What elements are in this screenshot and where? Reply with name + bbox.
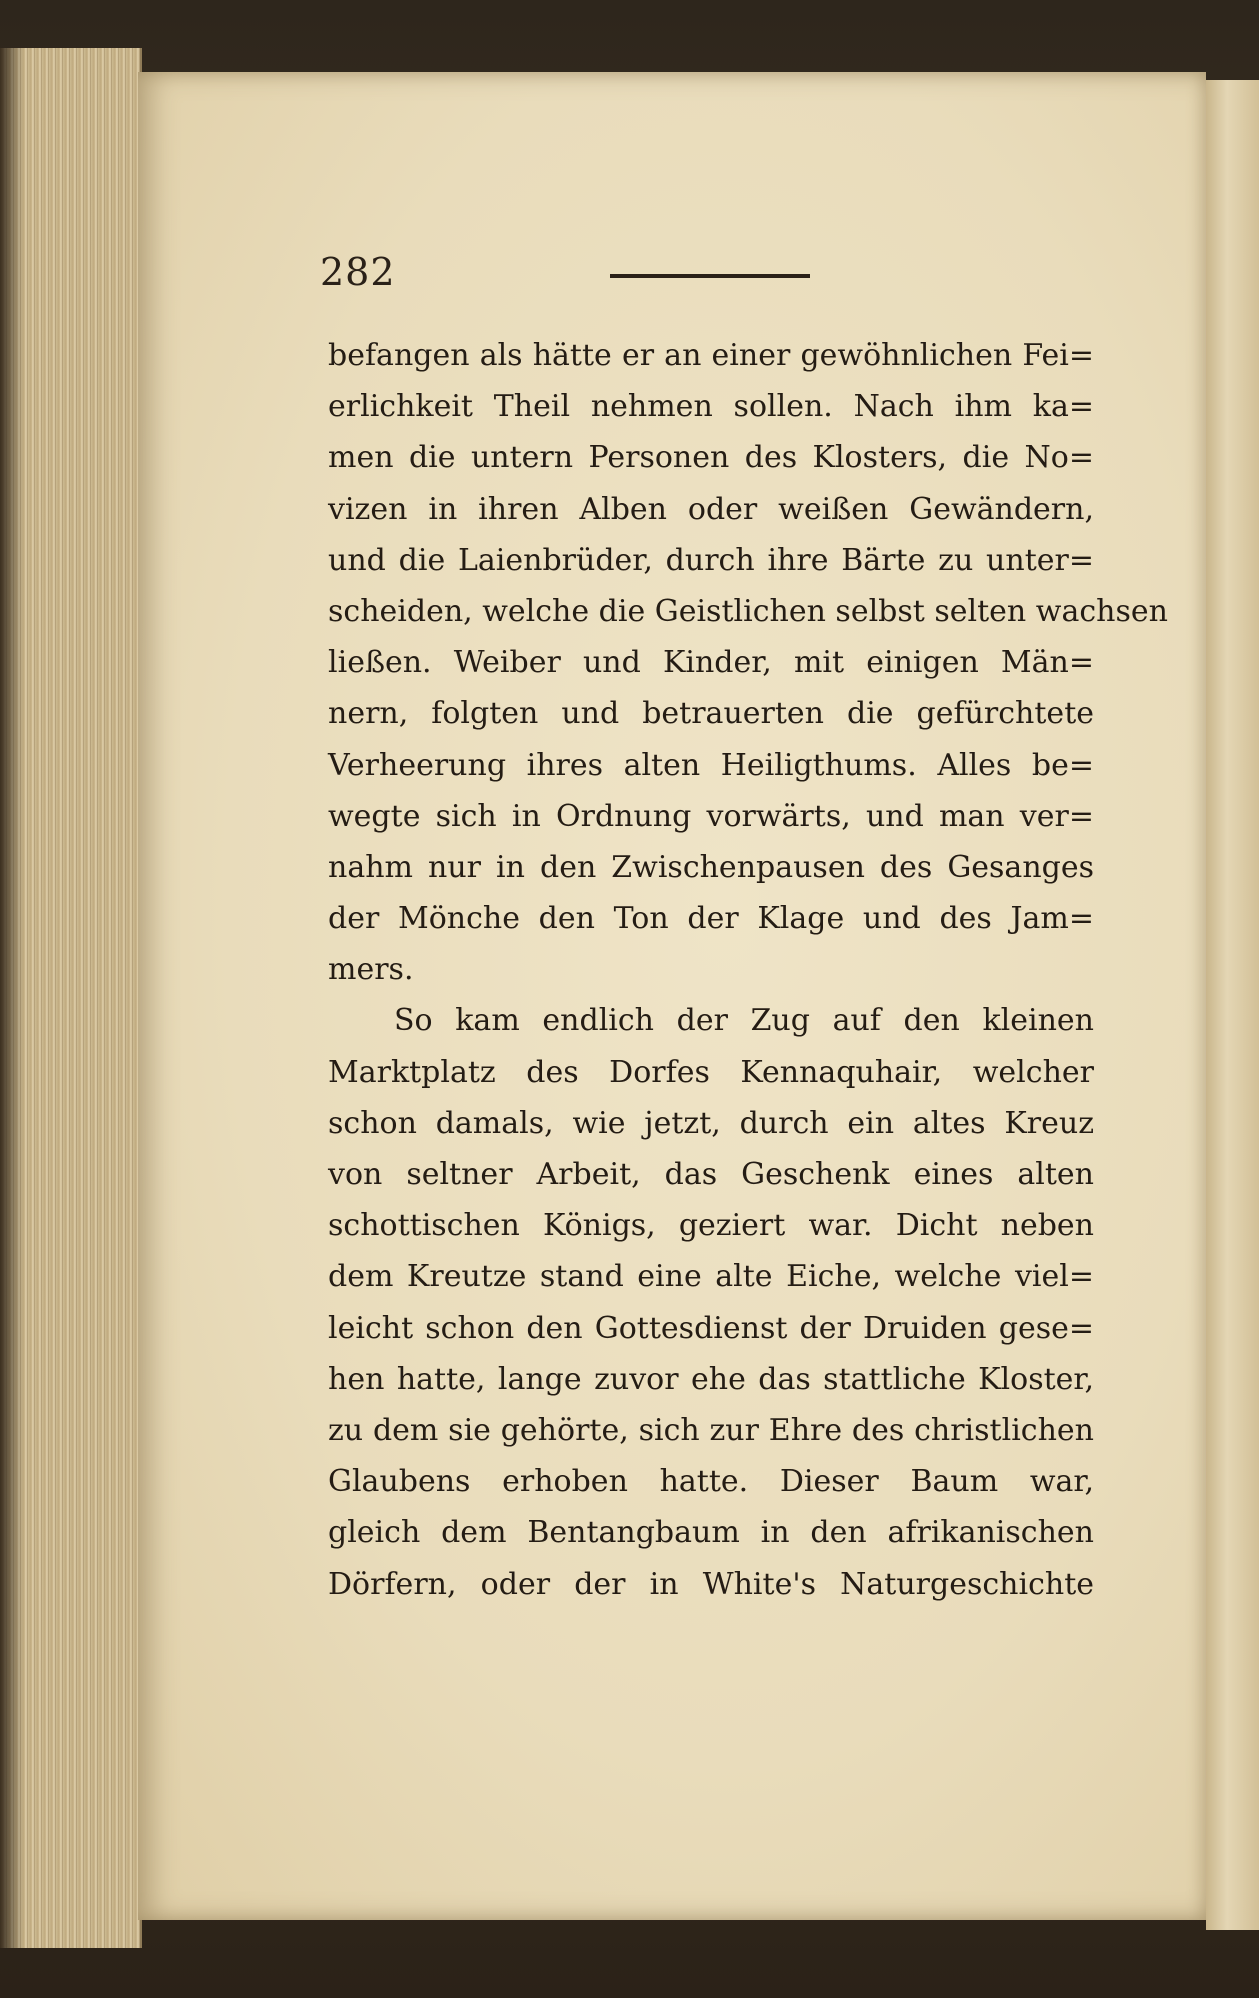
text-line: vizen in ihren Alben oder weißen Gewändern,: [328, 491, 1094, 527]
paragraph-1: [328, 330, 1168, 995]
text-line: erlichkeit Theil nehmen sollen. Nach ihm ka=: [328, 389, 1094, 425]
header-rule: [610, 274, 810, 278]
text-line: schon damals, wie jetzt, durch ein altes Kreuz: [328, 1105, 1094, 1141]
text-line: So kam endlich der Zug auf den kleinen: [394, 1003, 1094, 1039]
text-line: befangen als hätte er an einer gewöhnlichen Fei=: [328, 338, 1094, 373]
text-line: gleich dem Bentangbaum in den afrikanischen: [328, 1515, 1094, 1551]
text-line: wegte sich in Ordnung vorwärts, und man ver=: [328, 798, 1094, 834]
body-text: [328, 330, 1168, 1610]
text-line: scheiden, welche die Geistlichen selbst selten wachsen: [328, 593, 1168, 629]
text-line: ließen. Weiber und Kinder, mit einigen Män=: [328, 645, 1094, 681]
text-line: nahm nur in den Zwischenpausen des Gesanges: [328, 849, 1094, 885]
page-header: [320, 250, 1120, 300]
spine-shadow: [0, 48, 24, 1948]
text-line: zu dem sie gehörte, sich zur Ehre des christlichen: [328, 1412, 1094, 1448]
text-line: men die untern Personen des Klosters, die No=: [328, 440, 1094, 476]
text-line: schottischen Königs, geziert war. Dicht neben: [328, 1208, 1094, 1244]
page-number: 282: [320, 250, 396, 294]
text-line: Verheerung ihres alten Heiligthums. Alles be=: [328, 747, 1094, 783]
text-line: Marktplatz des Dorfes Kennaquhair, welcher: [328, 1054, 1094, 1090]
text-line: nern, folgten und betrauerten die gefürchtete: [328, 696, 1094, 732]
text-line: dem Kreutze stand eine alte Eiche, welche viel=: [328, 1259, 1094, 1295]
text-line: hen hatte, lange zuvor ehe das stattliche Kloster,: [328, 1361, 1094, 1397]
paragraph-2: [328, 995, 1094, 1609]
text-line: von seltner Arbeit, das Geschenk eines alten: [328, 1157, 1094, 1192]
text-line: mers.: [328, 952, 414, 988]
text-line: der Mönche den Ton der Klage und des Jam=: [328, 901, 1094, 937]
facing-page-edge: [1206, 80, 1259, 1930]
text-line: und die Laienbrüder, durch ihre Bärte zu unter=: [328, 542, 1094, 578]
text-line: Dörfern, oder der in White's Naturgeschichte: [328, 1566, 1094, 1602]
text-line: Glaubens erhoben hatte. Dieser Baum war,: [328, 1464, 1094, 1500]
text-line: leicht schon den Gottesdienst der Druiden gese=: [328, 1310, 1094, 1346]
